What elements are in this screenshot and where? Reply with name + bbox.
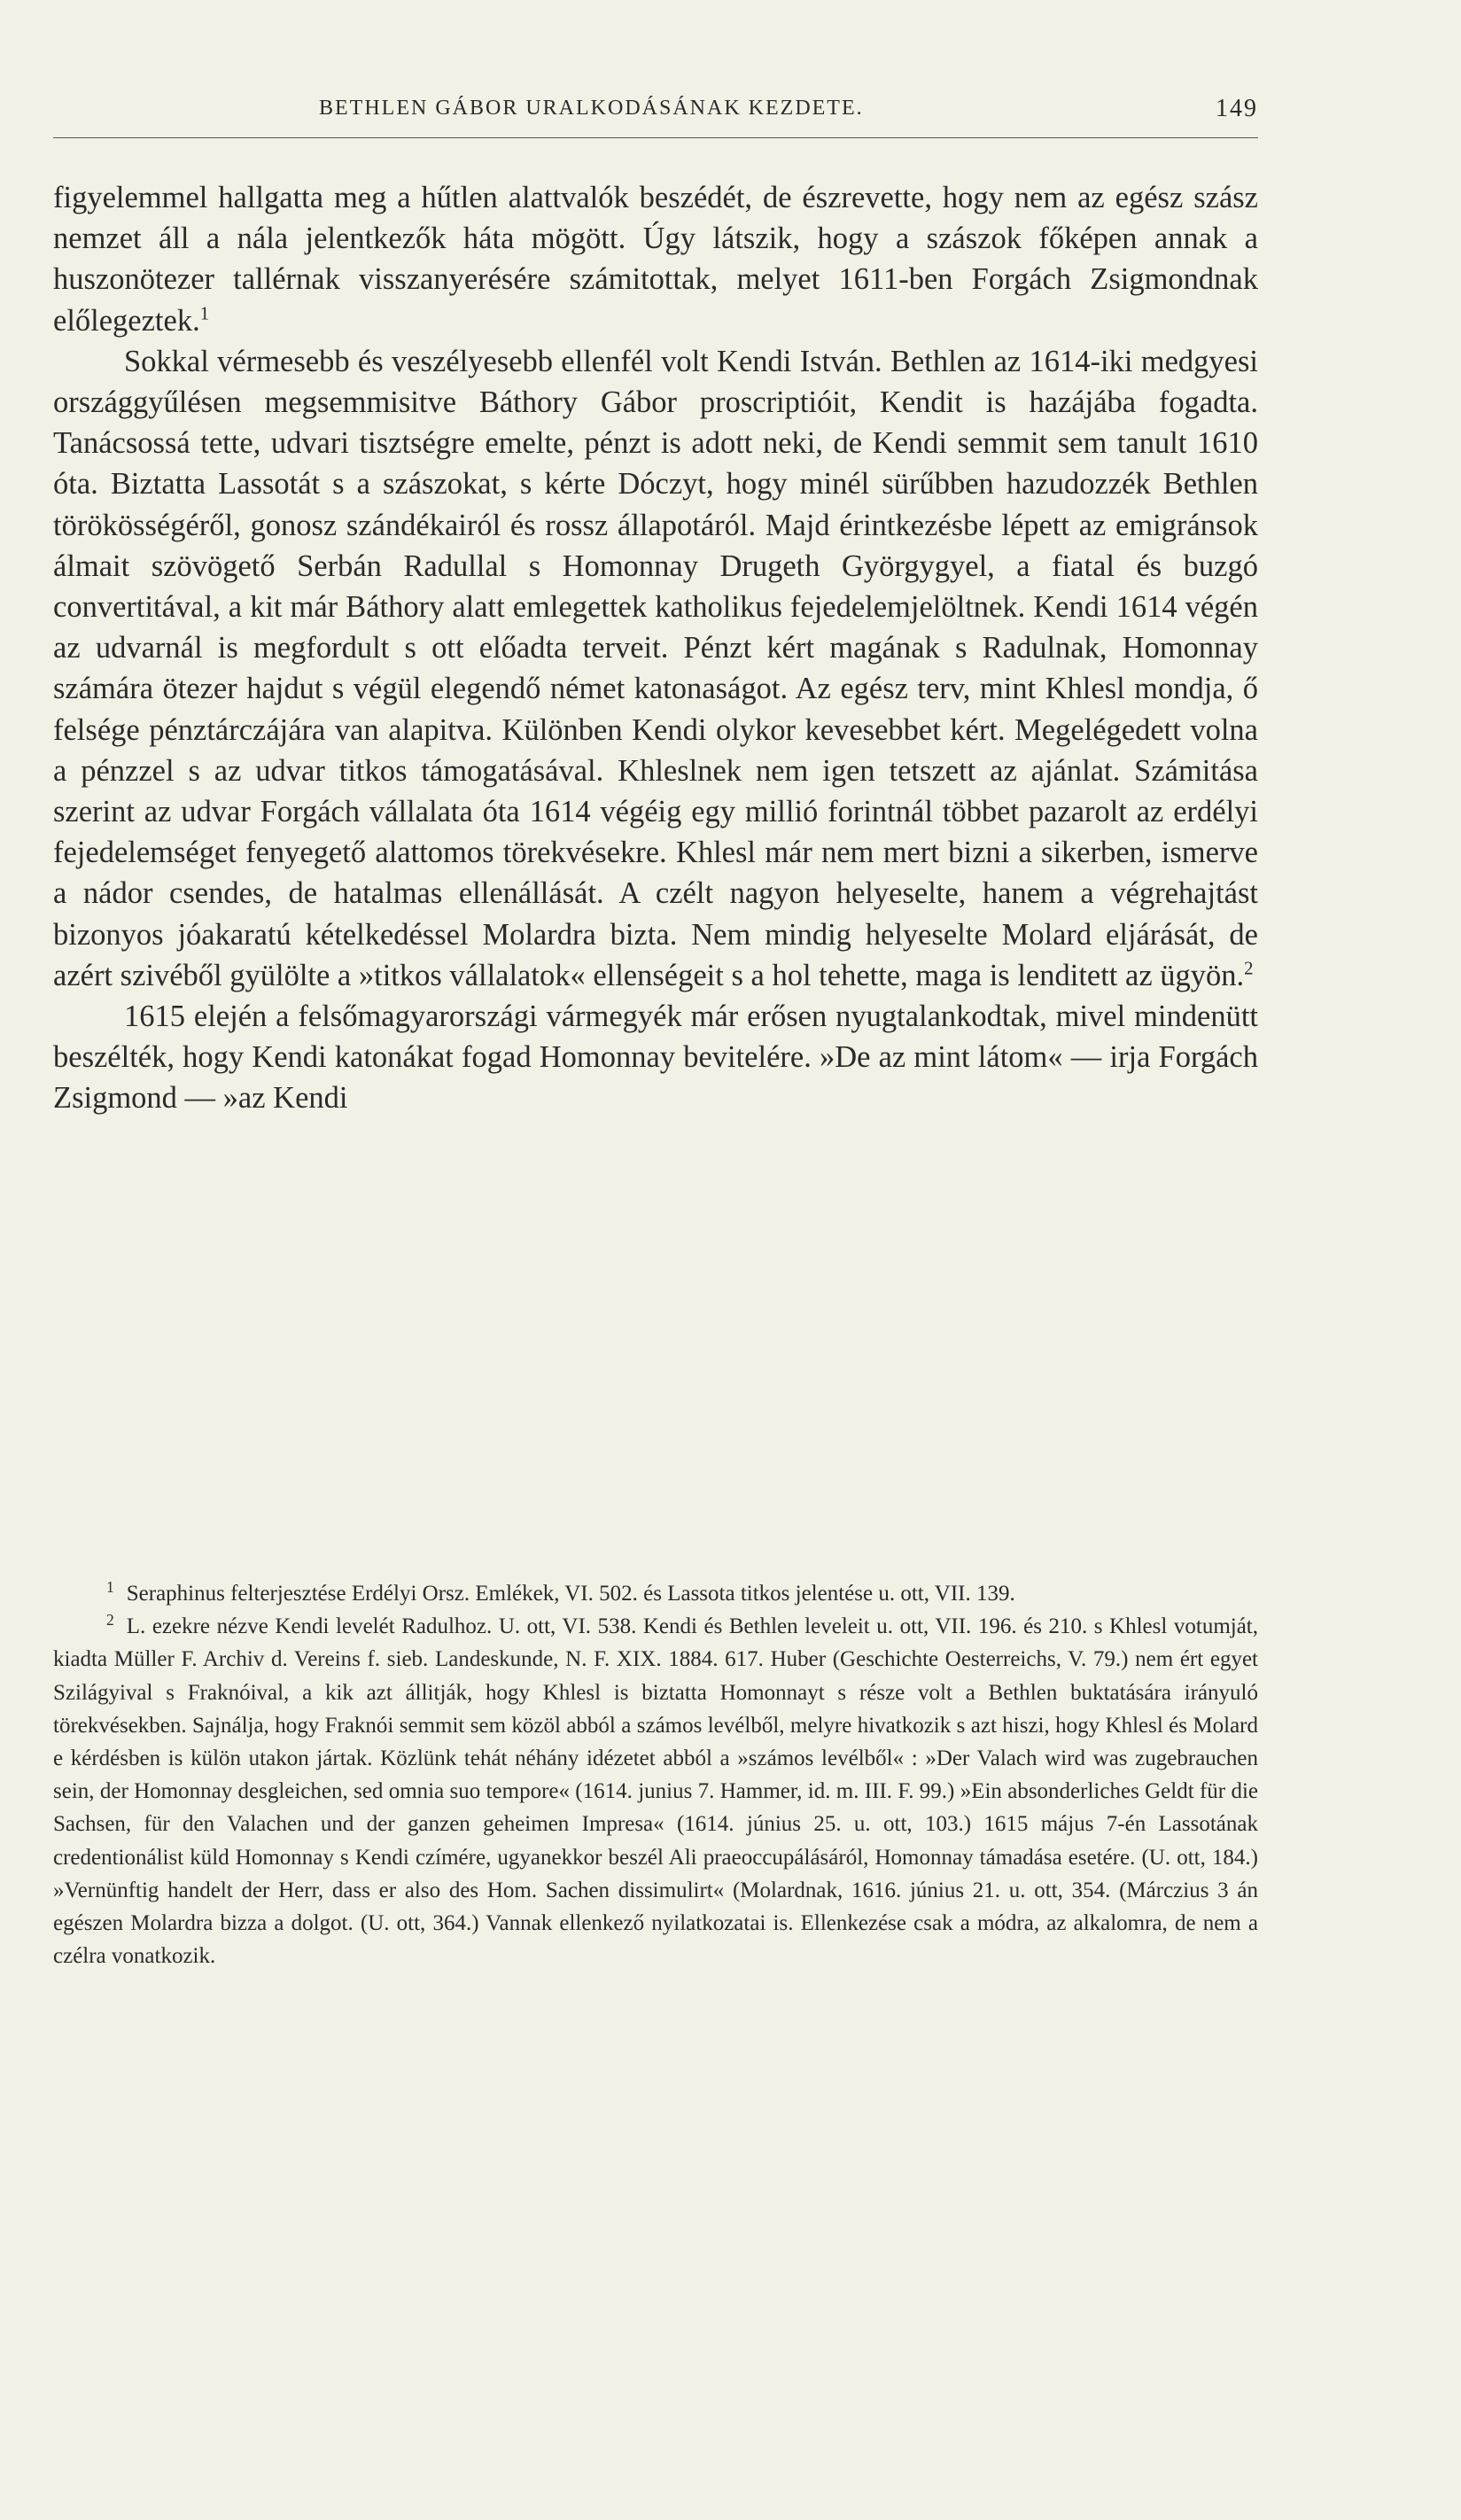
footnote-1-mark: 1 <box>106 1577 114 1596</box>
paragraph-1-text: figyelemmel hallgatta meg a hűtlen alattvalók beszédét, de észrevette, hogy nem az egész szász nemzet áll a nála jelentkezők háta mögött. Úgy látszik, hogy a szászok főképen annak a huszonötezer tallérnak visszanyerésére számitottak, melyet 1611-ben Forgách Zsigmondnak előlegeztek. <box>53 181 1258 338</box>
footnote-1-text: Seraphinus felterjesztése Erdélyi Orsz. Emlékek, VI. 502. és Lassota titkos jelentése u. ott, VII. 139. <box>126 1582 1015 1606</box>
running-title: BETHLEN GÁBOR URALKODÁSÁNAK KEZDETE. <box>319 97 864 120</box>
footnote-ref-1: 1 <box>199 304 210 324</box>
paragraph-3-text: 1615 elején a felsőmagyarországi vármegyék már erősen nyugtalankodtak, mivel mindenütt beszélték, hogy Kendi katonákat fogad Homonnay bevitelére. »De az mint látom« — irja Forgách Zsigmond — »az Kendi <box>53 999 1258 1116</box>
footnote-2 <box>53 1610 1258 1972</box>
paragraph-2-text: Sokkal vérmesebb és veszélyesebb ellenfél volt Kendi István. Bethlen az 1614-iki medgyesi országgyűlésen megsemmisitve Báthory Gábor proscriptióit, Kendit is hazájába fogadta. Tanácsossá tette, udvari tisztségre emelte, pénzt is adott neki, de Kendi semmit sem tanult 1610 óta. Biztatta Lassotát s a szászokat, s kérte Dóczyt, hogy minél sürűbben hazudozzék Bethlen törökösségéről, gonosz szándékairól és rossz állapotáról. Majd érintkezésbe lépett az emigránsok álmait szövögető Serbán Radullal s Homonnay Drugeth Györgygyel, a fiatal és buzgó convertitával, a kit már Báthory alatt emlegettek katholikus fejedelemjelöltnek. Kendi 1614 végén az udvarnál is megfordult s ott előadta terveit. Pénzt kért magának s Radulnak, Homonnay számára ötezer hajdut s végül elegendő német katonaságot. Az egész terv, mint Khlesl mondja, ő felsége pénztárczájára van alapitva. Különben Kendi olykor kevesebbet kért. Megelégedett volna a pénzzel s az udvar titkos támogatásával. Khleslnek nem igen tetszett az ajánlat. Számitása szerint az udvar Forgách vállalata óta 1614 végéig egy millió forintnál többet pazarolt az erdélyi fejedelemséget fenyegető alattomos törekvésekre. Khlesl már nem mert bizni a sikerben, ismerve a nádor csendes, de hatalmas ellenállását. A czélt nagyon helyeselte, hanem a végrehajtást bizonyos jóakaratú kételkedéssel Molardra bizta. Nem mindig helyeselte Molard eljárását, de azért szivéből gyülölte a »titkos vállalatok« ellenségeit s a hol tehette, maga is lenditett az ügyön. <box>53 344 1258 992</box>
footnote-2-mark: 2 <box>106 1610 114 1629</box>
footnote-ref-2: 2 <box>1244 959 1254 979</box>
footnote-2-text: L. ezekre nézve Kendi levelét Radulhoz. U. ott, VI. 538. Kendi és Bethlen leveleit u. ott, VII. 196. és 210. s Khlesl votumját, kiadta Müller F. Archiv d. Vereins f. sieb. Landeskunde, N. F. XIX. 1884. 617. Huber (Geschichte Oesterreichs, V. 79.) nem ért egyet Szilágyival s Fraknóival, a kik azt állitják, hogy Khlesl is biztatta Homonnayt s része volt a Bethlen buktatására irányuló törekvésekben. Sajnálja, hogy Fraknói semmit sem közöl abból a számos levélből, melyre hivatkozik s azt hiszi, hogy Khlesl és Molard e kérdésben is külön utakon jártak. Közlünk tehát néhány idézetet abból a »számos levélből« : »Der Valach wird was zugebrauchen sein, der Homonnay desgleichen, sed omnia suo tempore« (1614. junius 7. Hammer, id. m. III. F. 99.) »Ein absonderliches Geldt für die Sachsen, für den Valachen und der ganzen geheimen Impresa« (1614. június 25. u. ott, 103.) 1615 május 7-én Lassotának credentionálist küld Homonnay s Kendi czímére, ugyanekkor beszél Ali praeoccupálásáról, Homonnay támadása esetére. (U. ott, 184.) »Vernünftig handelt der Herr, dass er also des Hom. Sachen dissimulirt« (Molardnak, 1616. június 21. u. ott, 354. (Márczius 3 án egészen Molardra bizza a dolgot. (U. ott, 364.) Vannak ellenkező nyilatkozatai is. Ellenkezése csak a módra, az alkalomra, de nem a czélra vonatkozik. <box>53 1614 1258 1969</box>
paragraph-1 <box>53 177 1258 341</box>
footnotes <box>53 1577 1258 1972</box>
body-text <box>53 177 1258 1119</box>
running-head <box>53 93 1258 138</box>
paragraph-2 <box>53 341 1258 996</box>
paragraph-3 <box>53 996 1258 1119</box>
footnote-1 <box>53 1577 1258 1610</box>
book-page <box>53 0 1258 2520</box>
page-number: 149 <box>1216 95 1258 122</box>
